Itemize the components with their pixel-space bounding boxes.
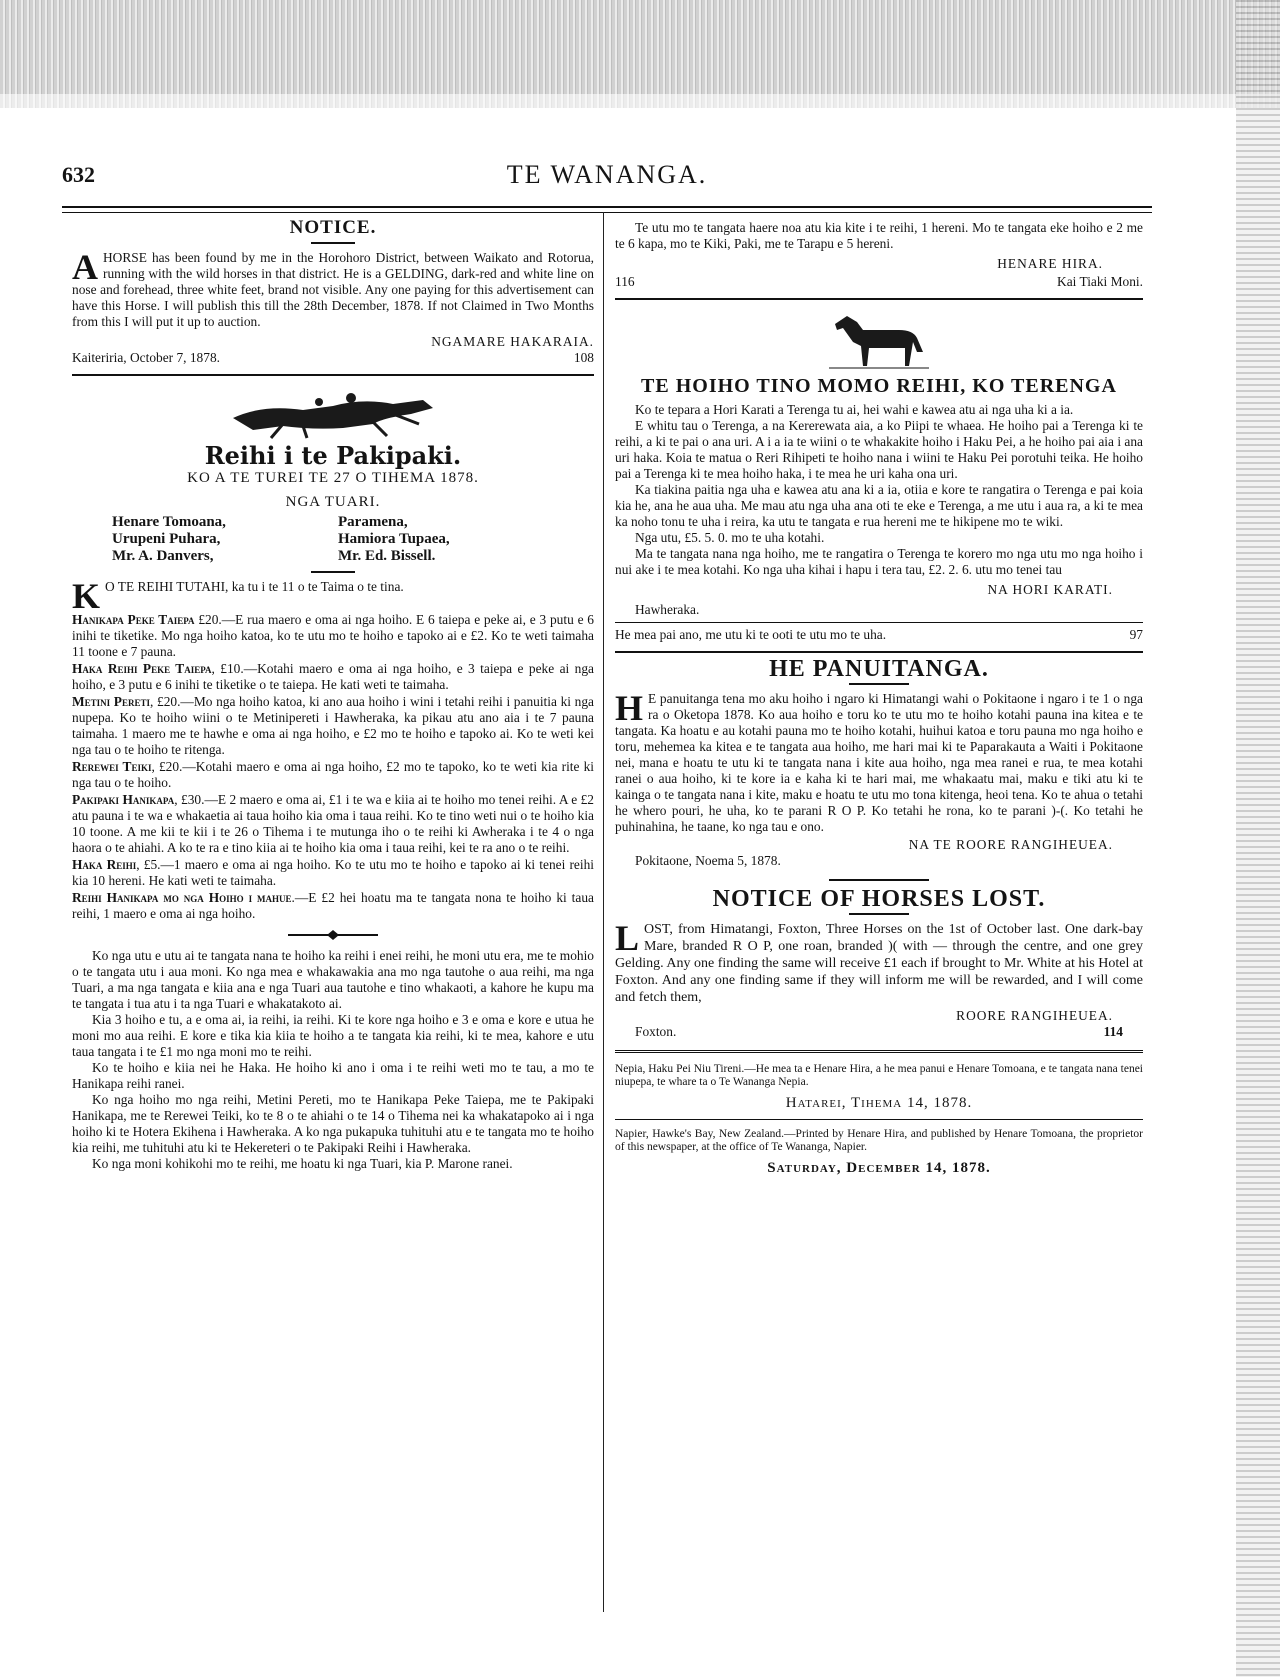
notice-title: NOTICE. bbox=[289, 217, 377, 238]
drop-cap: H bbox=[615, 688, 644, 728]
stewards-list bbox=[72, 514, 594, 565]
column-divider bbox=[603, 212, 604, 1612]
stallion-advertisement bbox=[615, 308, 1143, 653]
short-rule bbox=[311, 571, 355, 573]
stallion-ref: 97 bbox=[1129, 627, 1143, 642]
horse-illustration bbox=[829, 308, 929, 370]
page-number: 632 bbox=[62, 162, 95, 187]
lost-title: NOTICE OF HORSES LOST. bbox=[712, 886, 1046, 912]
steward: Mr. Ed. Bissell. bbox=[338, 548, 436, 564]
admission-text: Te utu mo te tangata haere noa atu kia kite i te reihi, 1 hereni. Mo te tangata eke hoiho e 2 me te 6 kapa, mo te Kiki, Paki, me te Tarapu e 5 hereni. bbox=[615, 220, 1143, 251]
lost-horses-notice bbox=[615, 886, 1143, 1053]
panuitanga-title: HE PANUITANGA. bbox=[769, 656, 989, 682]
panuitanga-place-date: Pokitaone, Noema 5, 1878. bbox=[635, 853, 781, 868]
admission-role: Kai Tiaki Moni. bbox=[1057, 274, 1143, 289]
notice-ref: 108 bbox=[573, 350, 594, 365]
stallion-paragraph: E whitu tau o Terenga, a na Kererewata aia, a ko Piipi te whaea. He hoiho pai a Terenga ki te reihi, a ki te pai o ana uri. A i a ia te wiini o te whakakite hoiho i Haku Pei, a he hoiho pai aia i ana uri haka. Koia te matua o Reri Rihipeti te hoiho nana i wiini te Haku Pei porotuhi teika. He hoiho pai a Terenga ki te mea hoiho haka, i te mea he uri kaha ona uri. bbox=[615, 418, 1143, 481]
notice-signature: NGAMARE HAKARAIA. bbox=[431, 334, 594, 349]
race-rules-paragraph: Ko nga moni kohikohi mo te reihi, me hoatu ki nga Tuari, kia P. Marone ranei. bbox=[92, 1156, 513, 1171]
maori-imprint: Nepia, Haku Pei Niu Tireni.—He mea ta e Henare Hira, a he mea panui e Henare Tomoana, e te tangata nana tenei niupepa, te whare ta o Te Wananga Nepia. bbox=[615, 1063, 1143, 1088]
stewards-heading: NGA TUARI. bbox=[285, 494, 381, 510]
steward: Henare Tomoana, bbox=[112, 514, 226, 530]
notice-place-date: Kaiteriria, October 7, 1878. bbox=[72, 350, 220, 365]
admission-ref: 116 bbox=[615, 274, 635, 289]
drop-cap: K bbox=[72, 576, 101, 616]
english-date: Saturday, December 14, 1878. bbox=[767, 1160, 991, 1176]
stallion-title: TE HOIHO TINO MOMO REIHI, KO TERENGA bbox=[641, 375, 1117, 397]
steward: Paramena, bbox=[338, 514, 408, 530]
race-event: Haka Reihi Peke Taiepa, £10.—Kotahi maero e oma ai nga hoiho, e 3 taiepa e peke ai nga hoiho, e 3 putu e 6 inihi te tiketike o te taiepa. He kati weti te taimaha. bbox=[72, 661, 594, 692]
race-meeting bbox=[72, 384, 594, 1172]
lost-body: LOST, from Himatangi, Foxton, Three Horses on the 1st of October last. One dark-bay Mare, branded R O P, one roan, branded )( with — through the centre, and one grey Gelding. Any one finding the same will receive £1 each if brought to Mr. White at his Hotel at Foxton. And any one finding same if they will inform me will be rewarded, and I will come and fetch them, bbox=[615, 918, 1143, 1005]
notice-found-horse bbox=[72, 217, 594, 376]
race-title: Reihi i te Pakipaki. bbox=[204, 441, 462, 470]
short-rule bbox=[849, 683, 909, 685]
short-rule bbox=[829, 879, 929, 881]
lost-signature: ROORE RANGIHEUEA. bbox=[956, 1008, 1113, 1023]
race-event: Rerewei Teiki, £20.—Kotahi maero e oma ai nga hoiho, £2 mo te tapoko, ko te weti kia rite ki nga tau o te hoiho. bbox=[72, 759, 594, 790]
panuitanga-notice bbox=[615, 656, 1143, 881]
steward: Urupeni Puhara, bbox=[112, 531, 221, 547]
short-rule bbox=[311, 242, 355, 244]
panuitanga-body: H E panuitanga tena mo aku hoiho i ngaro ki Himatangi wahi o Pokitaone i ngaro i te 1 o nga ra o Oketopa 1878. Ko aua hoiho e toru ko te utu mo te hoiho kotahi pauna ina kitea e te tangata. Ka hoatu e au kotahi pauna mo te hoiho kotahi, huihui katoa e toru pauna mo nga hoiho e toru, mehemea ka kitea e te tangata aua hoiho, me hari mai ki te Paparakauta a Waiti i Pokitaone nei, mana e hoatu te utu ki te tangata nana i kite aua hoiho, nga mea ranei e rua, te mea kotahi ranei o aua hoiho, ki te kore ia e kaha ki te hari mai, me whakaatu mai, maku e tiki atu ki te kainga o te tangata nana i kite, maku e hoatu te utu mo tona kitenga, heoi tena. Ko te ahua o tetahi he whero pouri, he uha, ko te parani R O P. Ko tetahi he rona, ko te parani )-(. Ko tetahi he puhinahina, he taane, ko nga tau e ono. bbox=[615, 688, 1143, 834]
admission-signature: HENARE HIRA. bbox=[997, 256, 1103, 271]
admission-footer bbox=[615, 274, 1143, 290]
panuitanga-signature: NA TE ROORE RANGIHEUEA. bbox=[908, 837, 1113, 852]
stallion-paragraph: Ma te tangata nana nga hoiho, me te rangatira o Terenga te korero mo nga utu mo nga hoiho i nui ake i te mea kotahi. Ko nga uha kihai i hapu i tera tau, £2. 2. 6. utu mo tenei tau bbox=[615, 546, 1143, 577]
stallion-paragraph: Ka tiakina paitia nga uha e kawea atu ana ki a ia, otiia e kore te rangatira o Terenga e pai koia kia he, ana he aua uha. Me mau atu nga uha ana oti te eke e Terenga, a me utu i aua ra, a ki te mea ka noho tonu te uha i reira, ka utu te tangata e rua hereni me te hikipene mo te wiki. bbox=[615, 482, 1143, 529]
section-rule-thin bbox=[615, 1119, 1143, 1120]
race-event: Reihi Hanikapa mo nga Hoiho i mahue.—E £2 hei hoatu ma te tangata nona te hoiho ki taua reihi, 1 maero e oma ai nga hoiho. bbox=[72, 890, 594, 921]
short-rule bbox=[849, 913, 909, 915]
race-intro: K O TE REIHI TUTAHI, ka tu i te 11 o te Taima o te tina. bbox=[72, 576, 404, 616]
stallion-paragraph: Nga utu, £5. 5. 0. mo te uha kotahi. bbox=[635, 530, 825, 545]
lost-ref: 114 bbox=[1103, 1024, 1123, 1039]
section-rule bbox=[615, 651, 1143, 653]
drop-cap: A bbox=[72, 247, 98, 287]
maori-date: Hatarei, Tihema 14, 1878. bbox=[785, 1095, 973, 1111]
race-event: Hanikapa Peke Taiepa £20.—E rua maero e oma ai nga hoiho. E 6 taiepa e peke ai, e 3 putu e 6 inihi te tiketike. Mo nga hoiho katoa, ko te utu mo te hoiho e tapoko ai e £2. Ko te weti taimaha 11 toone e 7 pauna. bbox=[72, 612, 594, 659]
lost-footer bbox=[615, 1024, 1143, 1040]
masthead: TE WANANGA. bbox=[506, 160, 708, 189]
stallion-signature: NA HORI KARATI. bbox=[987, 582, 1113, 597]
race-rules-paragraph: Ko nga utu e utu ai te tangata nana te hoiho ka reihi i enei reihi, he moni utu era, me te mohio o te tangata utu i aua moni. Ko nga mea e whakawakia ana mo nga tautohe o aua reihi, ma nga Tuari, a ma nga tangata e kiia ana e nga Tuari aua tautohe e tino whakaoti, a kahore he kupu ma te tangata i tua atu i ta nga Tuari e whakatakoto ai. bbox=[72, 948, 594, 1011]
notice-footer bbox=[72, 350, 594, 366]
steward: Mr. A. Danvers, bbox=[112, 548, 214, 564]
stallion-footnote: He mea pai ano, me utu ki te ooti te utu mo te uha. bbox=[615, 627, 887, 642]
race-admission-notice bbox=[615, 220, 1143, 300]
drop-cap: L bbox=[615, 918, 640, 958]
stallion-place: Hawheraka. bbox=[635, 602, 700, 617]
race-event: Metini Pereti, £20.—Mo nga hoiho katoa, ki ano aua hoiho i wini i tetahi reihi i panuitia ki nga nupepa. Ko te hoiho wiini o te Metinipereti i Hawheraka, ka pikau atu ano aia i te 7 pauna taimaha. 1 maero me te hawhe e oma ai nga hoiho, e £2 mo te hoiho e tapoko ai. Ko te weti kei nga tau o te hoiho te ritenga. bbox=[72, 694, 594, 757]
header-rule bbox=[62, 206, 1152, 208]
section-rule-thin bbox=[615, 622, 1143, 623]
race-horses-illustration bbox=[223, 384, 443, 440]
race-event: Haka Reihi, £5.—1 maero e oma ai nga hoiho. Ko te utu mo te hoiho e tapoko ai ki tenei reihi kia 10 hereni. He kati weti te taimaha. bbox=[72, 857, 594, 888]
ornament-divider bbox=[72, 930, 594, 940]
section-rule bbox=[615, 298, 1143, 300]
race-event: Pakipaki Hanikapa, £30.—E 2 maero e oma ai, £1 i te wa e kiia ai te hoiho mo tenei reihi. A e £2 atu pauna i te wa e whakaetia ai taua hoiho kia oma i taua reihi. Ko te tino weti nui o te hoiho kia 10 toone. A me kii te kii i te 26 o Tihema i te mutunga iho o te reihi ki Awheraka i te 4 o nga haora o te ahiahi. A ko te ra e tino kiia ai te hoiho kia oma i taua reihi, kei te ra ano o te reihi. bbox=[72, 792, 594, 855]
section-rule bbox=[72, 374, 594, 376]
notice-body: A HORSE has been found by me in the Horohoro District, between Waikato and Rotorua, running with the wild horses in that district. He is a GELDING, dark-red and white line on nose and forehead, three white feet, brand not visible. Any one paying for this advertisement can have this Horse. I will publish this till the 28th December, 1878. If not Claimed in Two Months from this I will put it up to auction. bbox=[72, 247, 594, 329]
header-rule-thin bbox=[62, 212, 1152, 213]
lost-place: Foxton. bbox=[635, 1024, 677, 1039]
english-imprint: Napier, Hawke's Bay, New Zealand.—Printed by Henare Hira, and published by Henare Tomoana, the proprietor of this newspaper, at the office of Te Wananga, Napier. bbox=[615, 1128, 1143, 1153]
race-rules-paragraph: Kia 3 hoiho e tu, a e oma ai, ia reihi, ia reihi. Ki te kore nga hoiho e 3 e oma e kore e utua he moni mo aua reihi. E kore e tika kia kiia te hoiho a te tangata kia reihi, ki te mea, kahore e utu taua tangata i te £1 mo nga moni mo te reihi. bbox=[72, 1012, 594, 1059]
stallion-footnote-row bbox=[615, 627, 1143, 643]
race-date: KO A TE TUREI TE 27 O TIHEMA 1878. bbox=[187, 470, 479, 486]
race-rules-paragraph: Ko te hoiho e kiia nei he Haka. He hoiho ki ano i oma i te reihi weti mo te tau, a mo te Hanikapa reihi ranei. bbox=[72, 1060, 594, 1091]
race-rules-paragraph: Ko nga hoiho mo nga reihi, Metini Pereti, mo te Hanikapa Peke Taiepa, me te Pakipaki Hanikapa, me te Rerewei Teiki, ko te 8 o te ahiahi o te 14 o Tihema nei ka whakatapoko ai i nga hoiho ki te Hotera Ekihena i Hawheraka. A ko nga pukapuka tuhituhi atu e te tangata mo te hoiho kia reihi, me tuhituhi atu ki te Hekereteri o te Pakipaki Reihi i Hawheraka. bbox=[72, 1092, 594, 1155]
steward: Hamiora Tupaea, bbox=[338, 531, 450, 547]
imprint bbox=[615, 1063, 1143, 1176]
scan-border-right bbox=[1236, 0, 1280, 1677]
right-column bbox=[615, 220, 1143, 1176]
section-rule-double bbox=[615, 1050, 1143, 1053]
scan-border-top bbox=[0, 0, 1280, 108]
stallion-paragraph: Ko te tepara a Hori Karati a Terenga tu ai, hei wahi e kawea atu ai nga uha ki a ia. bbox=[635, 402, 1074, 417]
left-column bbox=[72, 217, 594, 1172]
